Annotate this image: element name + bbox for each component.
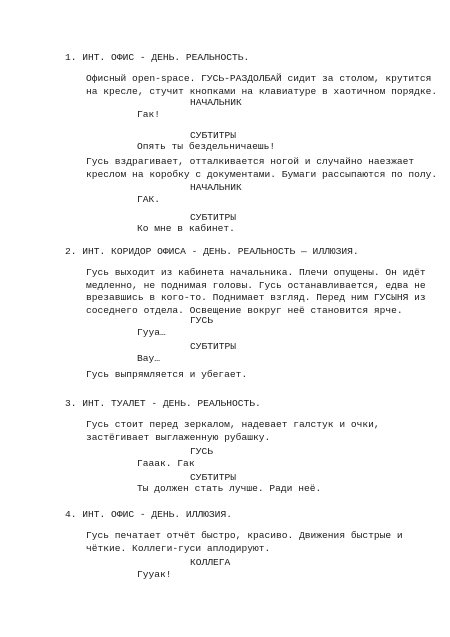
action-line: на кресле, стучит кнопками на клавиатуре в хаотичном порядке.	[86, 85, 438, 97]
action-line: соседнего отдела. Освещение вокруг неё становится ярче.	[86, 304, 403, 316]
action-line: застёгивает выглаженную рубашку.	[86, 431, 271, 443]
dialogue-line: Гак!	[137, 109, 161, 120]
action-line: медленно, не поднимая головы. Гусь останавливается, едва не	[86, 279, 426, 291]
dialogue-line: Вау…	[137, 353, 161, 364]
scene-heading: 3. ИНТ. ТУАЛЕТ - ДЕНЬ. РЕАЛЬНОСТЬ.	[65, 398, 261, 409]
dialogue-line: Опять ты бездельничаешь!	[137, 141, 276, 152]
character-name: НАЧАЛЬНИК	[190, 97, 242, 108]
dialogue-line: Гууа…	[137, 327, 166, 338]
character-name: ГУСЬ	[190, 446, 214, 457]
action-line: Гусь стоит перед зеркалом, надевает галстук и очки,	[86, 419, 380, 430]
action-line: врезавшись в кого-то. Поднимает взгляд. Перед ним ГУСЫНЯ из	[86, 292, 426, 303]
dialogue-line: Гууак!	[137, 569, 172, 580]
character-name: НАЧАЛЬНИК	[190, 182, 242, 193]
scene-heading: 4. ИНТ. ОФИС - ДЕНЬ. ИЛЛЮЗИЯ.	[65, 509, 232, 520]
scene-heading: 2. ИНТ. КОРИДОР ОФИСА - ДЕНЬ. РЕАЛЬНОСТЬ — ИЛЛЮЗИЯ.	[65, 246, 359, 257]
character-name: СУБТИТРЫ	[190, 472, 237, 483]
action-line: чёткие. Коллеги-гуси аплодируют.	[86, 542, 271, 554]
character-name: КОЛЛЕГА	[190, 557, 231, 568]
action-line: Гусь выпрямляется и убегает.	[86, 369, 248, 380]
character-name: ГУСЬ	[190, 315, 214, 326]
action-line: Офисный open-space. ГУСЬ-РАЗДОЛБАЙ сидит за столом, крутится	[86, 73, 432, 84]
scene-heading: 1. ИНТ. ОФИС - ДЕНЬ. РЕАЛЬНОСТЬ.	[65, 52, 250, 63]
dialogue-line: Ко мне в кабинет.	[137, 223, 235, 234]
dialogue-line: Ты должен стать лучше. Ради неё.	[137, 483, 322, 494]
character-name: СУБТИТРЫ	[190, 212, 237, 223]
action-line: Гусь выходит из кабинета начальника. Плечи опущены. Он идёт	[86, 267, 426, 278]
character-name: СУБТИТРЫ	[190, 341, 237, 352]
action-line: Гусь вздрагивает, отталкивается ногой и случайно наезжает	[86, 156, 415, 167]
dialogue-line: ГАК.	[137, 194, 161, 205]
dialogue-line: Гааак. Гак	[137, 458, 195, 469]
character-name: СУБТИТРЫ	[190, 130, 237, 141]
action-line: креслом на коробку с документами. Бумаги рассыпаются по полу.	[86, 168, 438, 180]
action-line: Гусь печатает отчёт быстро, красиво. Движения быстрые и	[86, 530, 403, 541]
